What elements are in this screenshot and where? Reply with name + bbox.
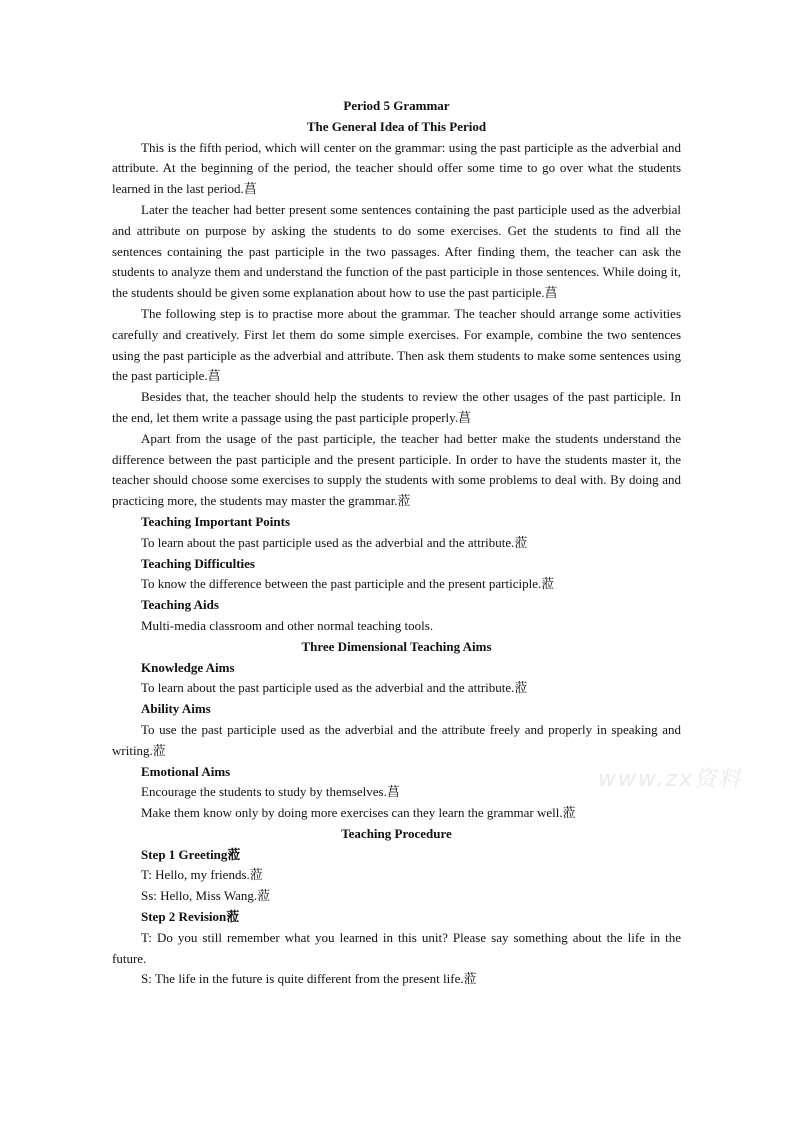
paragraph-4: Besides that, the teacher should help the students to review the other usages of the past participle. In the end, let them write a passage using the past participle properly.菖 (112, 389, 681, 425)
ability-aims-heading: Ability Aims (141, 701, 211, 717)
document-subtitle: The General Idea of This Period (306, 118, 487, 134)
step-2-line-1: T: Do you still remember what you learned in this unit? Please say something about the life in the future. (112, 929, 681, 966)
document-page (112, 96, 681, 990)
important-points-text: To learn about the past participle used as the adverbial and the attribute.蒞 (141, 534, 528, 550)
aims-title: Three Dimensional Teaching Aims (301, 638, 492, 654)
emotional-aims-line-1: Encourage the students to study by themselves.菖 (141, 784, 400, 800)
difficulties-text: To know the difference between the past participle and the present participle.蒞 (141, 576, 555, 592)
paragraph-1: This is the fifth period, which will center on the grammar: using the past participle as the adverbial and attribute. At the beginning of the period, the teacher should offer some time to go over what the students learned in the last period.菖 (112, 139, 681, 197)
step-2-line-2: S: The life in the future is quite different from the present life.蒞 (141, 971, 477, 987)
paragraph-2: Later the teacher had better present some sentences containing the past participle used as the adverbial and attribute on purpose by asking the students to do some exercises. Get the students to find all the sentences containing the past participle in the two passages. After finding them, the teacher can ask the students to analyze them and understand the function of the past participle in those sentences. While doing it, the students should be given some explanation about how to use the past participle.菖 (112, 201, 681, 301)
document-title: Period 5 Grammar (343, 98, 450, 113)
important-points-heading: Teaching Important Points (141, 513, 291, 529)
knowledge-aims-text: To learn about the past participle used as the adverbial and the attribute.蒞 (141, 680, 528, 696)
knowledge-aims-heading: Knowledge Aims (141, 659, 235, 675)
aids-text: Multi-media classroom and other normal teaching tools. (141, 617, 434, 633)
step-2-heading: Step 2 Revision蒞 (141, 909, 240, 925)
paragraph-5: Apart from the usage of the past participle, the teacher had better make the students understand the difference between the past participle and the present participle. In order to have the students master it, the teacher should choose some exercises to supply the students with some problems to deal with. By doing and practicing more, the students may master the grammar.蒞 (112, 430, 681, 509)
aids-heading: Teaching Aids (141, 597, 219, 613)
procedure-title: Teaching Procedure (341, 825, 452, 841)
watermark: www.zx资料 (598, 767, 743, 792)
step-1-line-1: T: Hello, my friends.蒞 (141, 867, 263, 883)
emotional-aims-heading: Emotional Aims (141, 763, 231, 779)
paragraph-3: The following step is to practise more about the grammar. The teacher should arrange some activities carefully and creatively. First let them do some simple exercises. For example, combine the two sentences using the past participle as the adverbial and attribute. Then ask them students to make some sentences using the past participle.菖 (112, 305, 681, 384)
ability-aims-text: To use the past participle used as the adverbial and the attribute freely and properly in speaking and writing.蒞 (112, 721, 681, 758)
step-1-heading: Step 1 Greeting蒞 (141, 846, 241, 862)
step-1-line-2: Ss: Hello, Miss Wang.蒞 (141, 888, 271, 904)
emotional-aims-line-2: Make them know only by doing more exercises can they learn the grammar well.蒞 (141, 805, 576, 821)
difficulties-heading: Teaching Difficulties (141, 555, 255, 571)
